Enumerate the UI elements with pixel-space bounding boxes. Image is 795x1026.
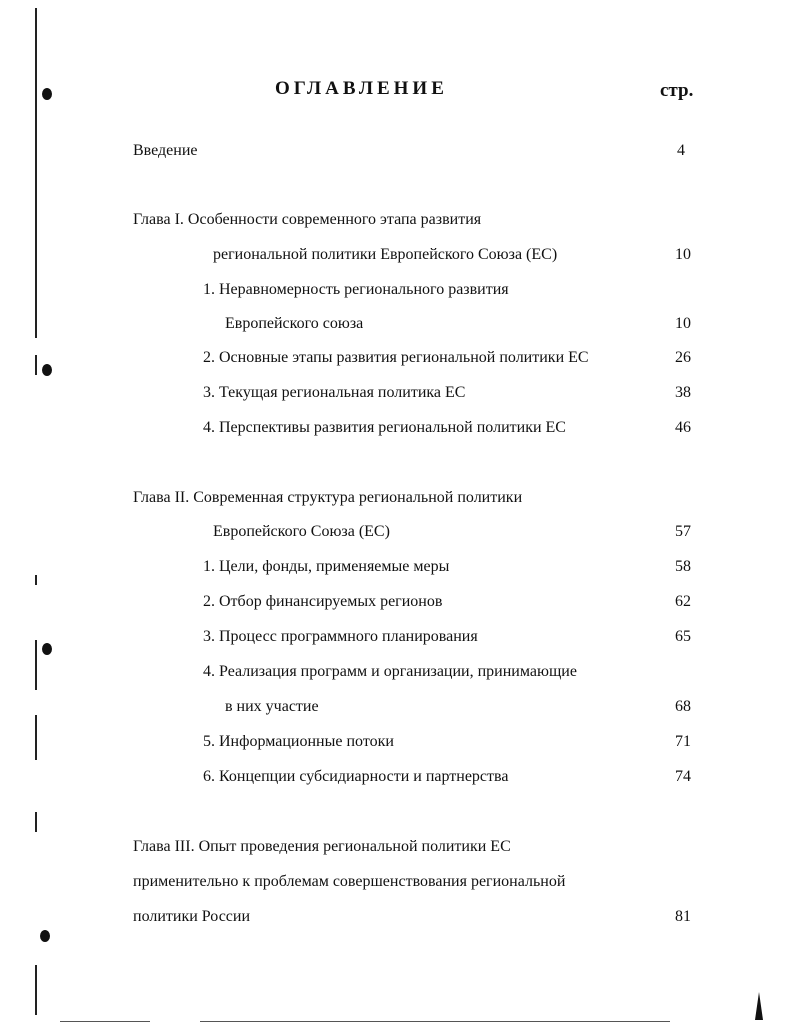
toc-page-ch2-section-5: 71 [675,733,691,750]
binding-edge-line [35,715,37,760]
toc-page-ch2-section-3: 65 [675,628,691,645]
toc-page-ch1-section-1: 10 [675,315,691,332]
bottom-scan-line [60,1021,150,1022]
toc-ch1-section-3: 3. Текущая региональная политика ЕС [203,384,466,401]
binding-edge-line [35,355,37,375]
binding-edge-line [35,575,37,585]
bottom-scan-line [200,1021,670,1022]
toc-entry-intro: Введение [133,142,198,159]
toc-page-ch2-section-1: 58 [675,558,691,575]
toc-ch2-section-1: 1. Цели, фонды, применяемые меры [203,558,450,575]
toc-page-ch2-section-6: 74 [675,768,691,785]
toc-chapter-3-line2: применительно к проблемам совершенствования региональной [133,873,566,890]
toc-chapter-1-line2: региональной политики Европейского Союза (ЕС) [213,246,558,263]
toc-ch1-section-4: 4. Перспективы развития региональной политики ЕС [203,419,566,436]
toc-ch1-section-2: 2. Основные этапы развития региональной политики ЕС [203,349,589,366]
toc-page-chapter-1: 10 [675,246,691,263]
page-column-label: стр. [660,80,694,101]
toc-page-ch1-section-3: 38 [675,384,691,401]
toc-ch1-section-1-line1: 1. Неравномерность регионального развития [203,281,509,298]
toc-chapter-3-line1: Глава III. Опыт проведения региональной политики ЕС [133,838,511,855]
binding-edge-line [35,965,37,1015]
toc-ch2-section-2: 2. Отбор финансируемых регионов [203,593,443,610]
toc-ch2-section-3: 3. Процесс программного планирования [203,628,478,645]
punch-hole-icon [42,364,52,376]
toc-page-chapter-3: 81 [675,908,691,925]
toc-ch2-section-4-line1: 4. Реализация программ и организации, принимающие [203,663,577,680]
toc-page-ch2-section-4: 68 [675,698,691,715]
punch-hole-icon [42,643,52,655]
toc-page-ch2-section-2: 62 [675,593,691,610]
toc-ch2-section-4-line2: в них участие [225,698,319,715]
toc-page-ch1-section-2: 26 [675,349,691,366]
toc-chapter-2-line1: Глава II. Современная структура региональной политики [133,489,523,506]
toc-ch2-section-6: 6. Концепции субсидиарности и партнерства [203,768,509,785]
toc-chapter-2-line2: Европейского Союза (ЕС) [213,523,390,540]
punch-hole-icon [42,88,52,100]
binding-edge-line [35,640,37,690]
toc-chapter-1-line1: Глава I. Особенности современного этапа развития [133,211,482,228]
punch-hole-icon [40,930,50,942]
corner-mark-icon [755,992,763,1020]
toc-page-intro: 4 [677,142,685,159]
binding-edge-line [35,812,37,832]
toc-ch1-section-1-line2: Европейского союза [225,315,364,332]
page-title: ОГЛАВЛЕНИЕ [275,78,448,99]
toc-page-chapter-2: 57 [675,523,691,540]
toc-ch2-section-5: 5. Информационные потоки [203,733,394,750]
toc-page-ch1-section-4: 46 [675,419,691,436]
binding-edge-line [35,8,37,338]
toc-chapter-3-line3: политики России [133,908,251,925]
